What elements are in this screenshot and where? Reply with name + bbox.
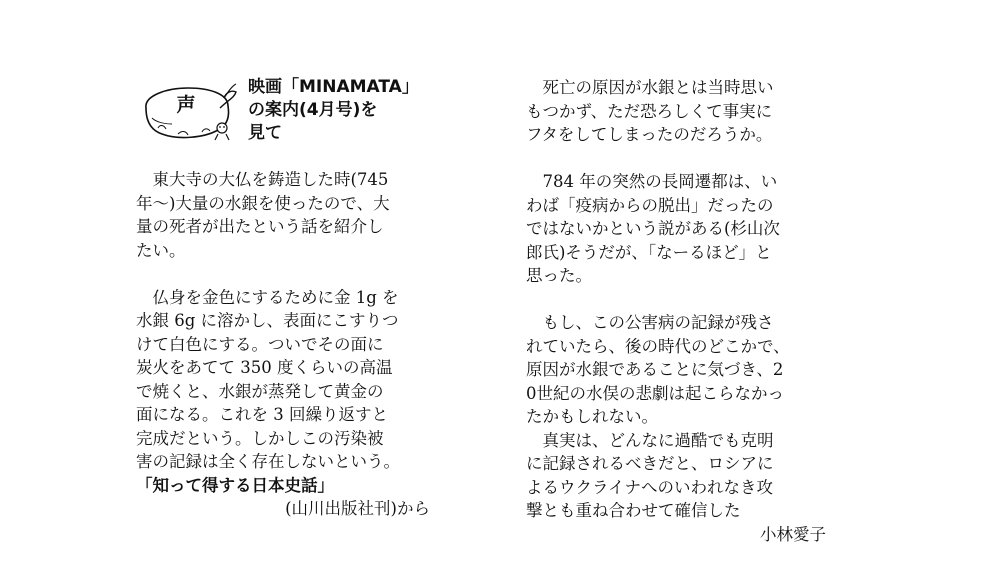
text-line: 東大寺の大仏を鋳造した時(745 <box>136 170 389 189</box>
text-line: たい。 <box>136 240 186 260</box>
text-line: 784 年の突然の長岡遷都は、い <box>526 172 778 191</box>
text-line: よるウクライナへのいわれなき攻 <box>526 477 774 497</box>
title-line: の案内(4月号)を <box>248 100 378 120</box>
text-line: 郎氏)そうだが、「なーるほど」と <box>526 242 772 262</box>
text-line: 水銀 6g に溶かし、表面にこすりつ <box>136 311 399 330</box>
text-line: 原因が水銀であることに気づき、2 <box>526 360 784 379</box>
text-line: けて白色にする。ついでその面に <box>136 334 384 354</box>
paragraph <box>526 311 826 429</box>
left-column <box>136 76 436 521</box>
author-name: 小林愛子 <box>760 524 826 544</box>
article-title <box>248 76 438 145</box>
paragraph <box>526 170 826 288</box>
text-line: 死亡の原因が水銀とは当時思い <box>526 78 774 97</box>
text-line: 炭火をあてて 350 度くらいの高温 <box>136 358 393 377</box>
text-line: ではないかという説がある(杉山次 <box>526 219 780 238</box>
paragraph <box>136 286 436 521</box>
right-column <box>526 76 826 546</box>
text-line: 年〜)大量の水銀を使ったので、大 <box>136 193 390 213</box>
title-line: 見て <box>248 123 282 143</box>
text-line: わば「疫病からの脱出」だったの <box>526 195 774 215</box>
paragraph <box>526 429 826 547</box>
text-line: 思った。 <box>526 266 592 285</box>
text-line: 害の記録は全く存在しないという。 <box>136 452 400 471</box>
text-line: 完成だという。しかしこの汚染被 <box>136 428 384 448</box>
text-line: 面になる。これを 3 回繰り返すと <box>136 405 388 424</box>
text-line: に記録されるべきだと、ロシアに <box>526 454 774 473</box>
text-line: もし、この公害病の記録が残さ <box>526 313 774 332</box>
text-line: 量の死者が出たという話を紹介し <box>136 217 384 236</box>
text-line: もつかず、ただ恐ろしくて事実に <box>526 101 773 121</box>
paragraph <box>526 76 826 147</box>
text-line: 0世紀の水俣の悲劇は起こらなかっ <box>526 383 784 403</box>
article-header <box>136 76 436 168</box>
text-line: れていたら、後の時代のどこかで、 <box>526 336 790 356</box>
text-line: で焼くと、水銀が蒸発して黄金の <box>136 381 384 401</box>
paragraph <box>136 168 436 262</box>
text-line: たかもしれない。 <box>526 407 658 426</box>
logo-label: 声 <box>176 94 196 116</box>
source-publisher: (山川出版社刊)から <box>285 499 430 518</box>
voice-stone-icon <box>138 78 238 142</box>
source-title: 「知って得する日本史話」 <box>136 475 334 495</box>
text-line: 撃とも重ね合わせて確信した <box>526 501 741 520</box>
text-line: フタをしてしまったのだろうか。 <box>526 125 773 144</box>
text-line: 真実は、どんなに過酷でも克明 <box>526 430 774 450</box>
title-line: 映画「MINAMATA」 <box>248 77 419 97</box>
text-line: 仏身を金色にするために金 1g を <box>136 287 399 307</box>
